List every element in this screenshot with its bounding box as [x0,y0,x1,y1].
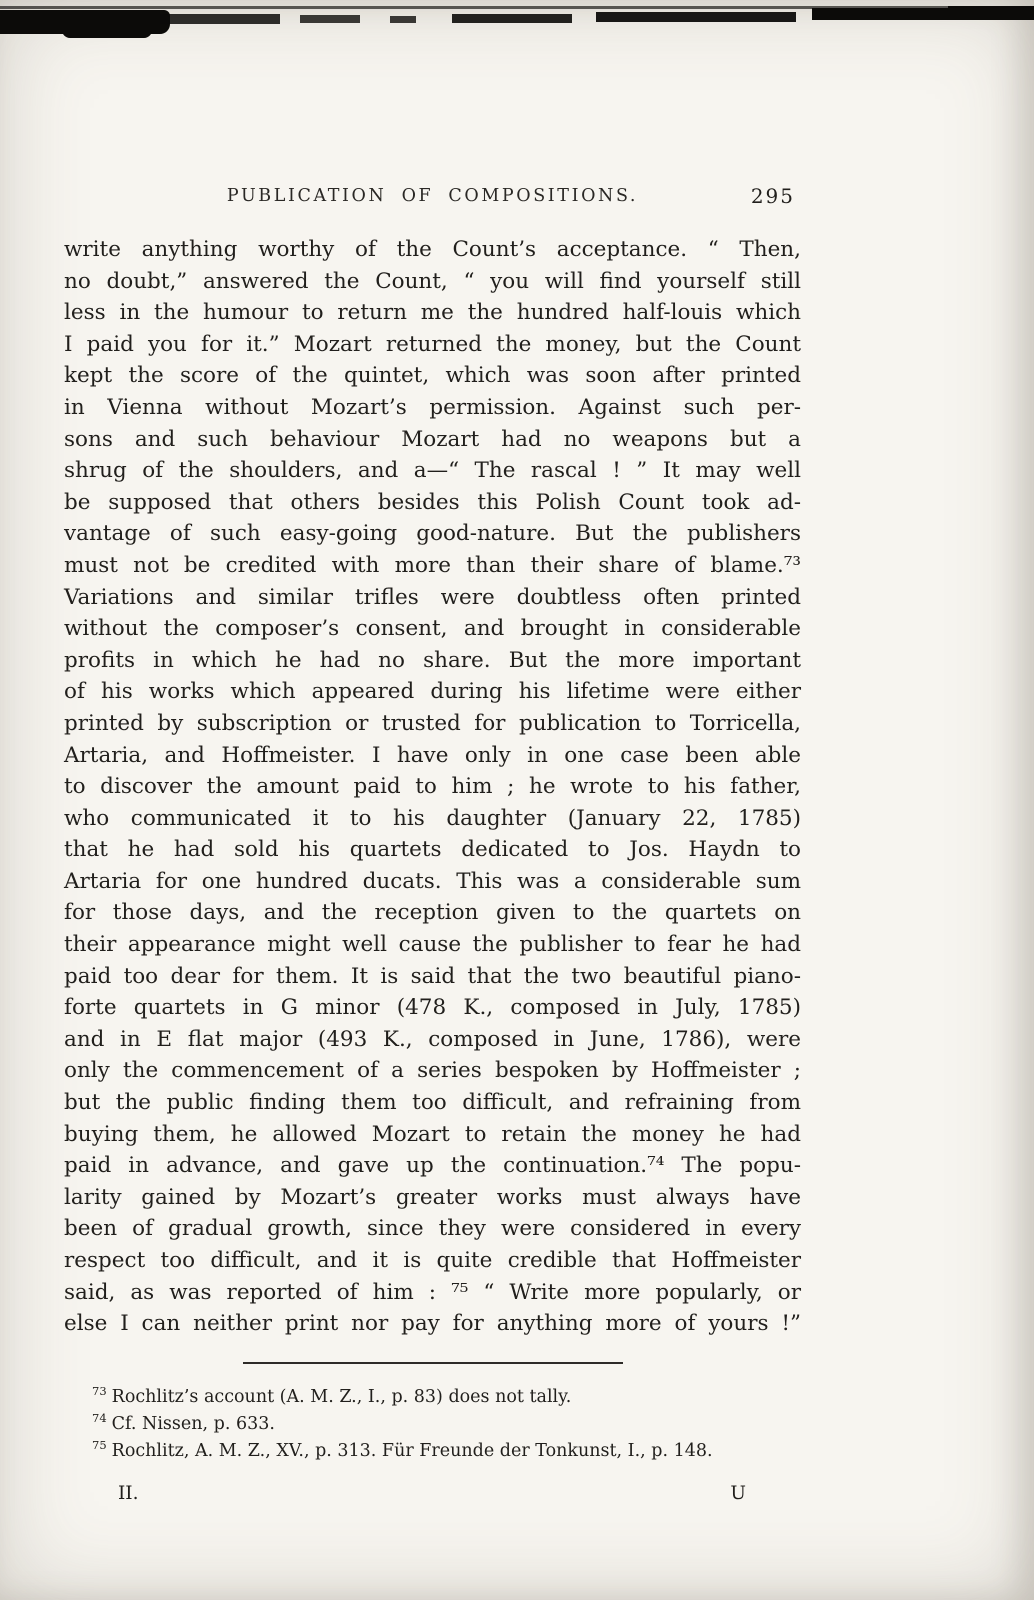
body-line: in Vienna without Mozart’s permission. Against such per- [64,394,801,420]
body-line: no doubt,” answered the Count, “ you will find yourself still [64,268,801,294]
scan-smudge [160,14,280,24]
volume-label: II. [118,1482,139,1504]
body-line: else I can neither print nor pay for anything more of yours !” [64,1311,801,1337]
page-footer [64,1483,801,1504]
body-line: and in E flat major (493 K., composed in June, 1786), were [64,1026,801,1052]
body-line: shrug of the shoulders, and a—“ The rascal ! ” It may well [64,458,801,484]
page-number: 295 [750,184,795,208]
body-line: paid in advance, and gave up the continuation.⁷⁴ The popu- [64,1153,801,1179]
body-line: sons and such behaviour Mozart had no weapons but a [64,426,801,452]
running-title: PUBLICATION OF COMPOSITIONS. [226,186,639,206]
footnote [92,1384,801,1411]
page-header [64,186,801,212]
body-line: but the public finding them too difficult, and refraining from [64,1090,801,1116]
body-line: respect too difficult, and it is quite credible that Hoffmeister [64,1248,801,1273]
body-line: paid too dear for them. It is said that the two beautiful piano- [64,963,801,989]
body-text [64,234,801,1340]
footnote [92,1411,801,1438]
footnote-divider [243,1362,623,1364]
body-line: vantage of such easy-going good-nature. But the publishers [64,521,801,547]
body-line: less in the humour to return me the hundred half-louis which [64,300,801,326]
scan-smudge [300,15,360,23]
scan-smudge [596,12,796,22]
footnote-marker: 74 [92,1410,107,1425]
scan-smudge [390,16,416,23]
footnote-marker: 75 [92,1437,107,1452]
body-line: forte quartets in G minor (478 K., composed in July, 1785) [64,995,801,1021]
footnote-text: Cf. Nissen, p. 633. [111,1413,275,1434]
signature-mark: U [730,1482,746,1504]
body-line: larity gained by Mozart’s greater works must always have [64,1184,801,1210]
body-line: for those days, and the reception given to the quartets on [64,900,801,926]
body-line: buying them, he allowed Mozart to retain the money he had [64,1121,801,1147]
body-line: been of gradual growth, since they were considered in every [64,1216,801,1242]
body-line: I paid you for it.” Mozart returned the money, but the Count [64,331,801,357]
body-line: Artaria, and Hoffmeister. I have only in one case been able [64,742,801,768]
footnote [92,1438,801,1465]
text-block [64,186,801,1504]
body-line: that he had sold his quartets dedicated to Jos. Haydn to [64,837,801,863]
footnotes [64,1384,801,1465]
body-line: must not be credited with more than their share of blame.⁷³ [64,552,801,578]
scan-smudge [452,14,572,23]
body-line: write anything worthy of the Count’s acceptance. “ Then, [64,237,801,262]
footnote-text: Rochlitz, A. M. Z., XV., p. 313. Für Freunde der Tonkunst, I., p. 148. [111,1440,713,1461]
body-line: of his works which appeared during his lifetime were either [64,679,801,705]
body-line: printed by subscription or trusted for publication to Torricella, [64,710,801,736]
body-line: only the commencement of a series bespoken by Hoffmeister ; [64,1058,801,1084]
body-line: said, as was reported of him : ⁷⁵ “ Write more popularly, or [64,1279,801,1305]
body-line: profits in which he had no share. But the more important [64,647,801,673]
footnote-marker: 73 [92,1383,107,1398]
body-line: to discover the amount paid to him ; he wrote to his father, [64,774,801,800]
scan-smudge [812,8,952,20]
body-line: Artaria for one hundred ducats. This was a considerable sum [64,868,801,894]
body-line: kept the score of the quintet, which was soon after printed [64,363,801,389]
body-line: their appearance might well cause the publisher to fear he had [64,932,801,958]
scan-smudge [0,6,1034,9]
body-line: Variations and similar trifles were doubtless often printed [64,584,801,610]
body-line: be supposed that others besides this Polish Count took ad- [64,489,801,515]
scan-smudge [62,26,152,38]
body-line: who communicated it to his daughter (January 22, 1785) [64,805,801,831]
body-line: without the composer’s consent, and brought in considerable [64,616,801,642]
footnote-text: Rochlitz’s account (A. M. Z., I., p. 83) does not tally. [111,1386,572,1407]
scan-artifact-band [0,0,1034,46]
